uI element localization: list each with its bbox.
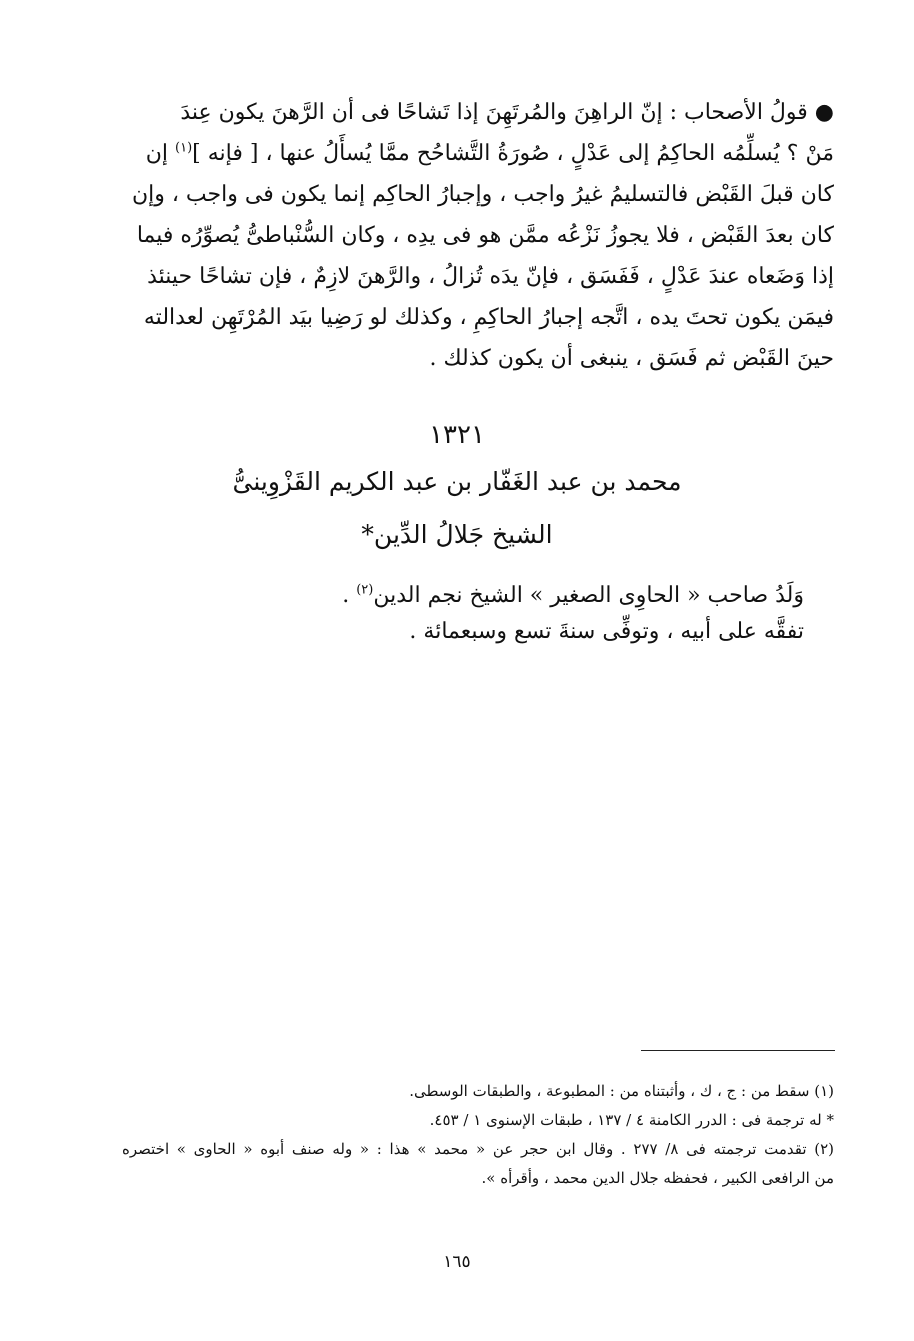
body-paragraph [122,92,834,379]
footnote-marker: (٢) [356,582,374,598]
footnote: (٢) تقدمت ترجمته فى ٨/ ٢٧٧ . وقال ابن حجر عن « محمد » هذا : « وله صنف أبوه « الحاوى » اختصره [122,1140,834,1158]
footnote: (١) سقط من : ج ، ك ، وأثبتناه من : المطبوعة ، والطبقات الوسطى. [409,1082,834,1100]
body-line: كان بعدَ القَبْض ، فلا يجوزُ نَزْعُه ممَّن هو فى يدِه ، وكان السُّنْباطىُّ يُصوِّرُه فيما [136,223,834,248]
entry-number: ١٣٢١ [429,420,485,450]
entry-title-mark: * [361,520,374,549]
bio-line-end: . [342,583,357,608]
body-line: حينَ القَبْض ثم فَسَق ، ينبغى أن يكون كذلك . [429,346,834,371]
footnote: من الرافعى الكبير ، فحفظه جلال الدين محمد ، وأقرأه ». [481,1169,834,1187]
body-line: فيمَن يكون تحتَ يده ، اتَّجه إجبارُ الحاكِمِ ، وكذلك لو رَضِيا بيَد المُرْتَهِن لعدالته [143,305,834,330]
body-line [122,133,834,174]
body-line-text: مَنْ ؟ يُسلِّمُه الحاكِمُ إلى عَدْلٍ ، صُورَةُ التَّشاحُح ممَّا يُسأَلُ عنها ، [ فإنه ] [192,141,834,166]
body-line-text: قولُ الأصحاب : إنّ الراهِنَ والمُرتَهِنَ إذا تَشاحًا فى أن الرَّهنَ يكون عِندَ [180,100,808,125]
bio-line-text: وَلَدُ صاحب « الحاوِى الصغير » الشيخ نجم الدين [373,583,804,608]
bio-line: تفقَّه على أبيه ، وتوفِّى سنةَ تسع وسبعمائة . [409,619,804,644]
entry-title-text: الشيخ جَلالُ الدِّين [373,520,553,549]
body-line: كان قبلَ القَبْض فالتسليمُ غيرُ واجب ، وإجبارُ الحاكِم إنما يكون فى واجب ، وإن [131,182,834,207]
footnotes [122,1077,834,1193]
bio-line [204,578,804,614]
footnote-divider [641,1050,835,1051]
body-line: إذا وَضَعاه عندَ عَدْلٍ ، فَفَسَق ، فإنّ يدَه تُزالُ ، والرَّهنَ لازِمٌ ، فإن تشاحًا حينئذ [147,264,834,289]
body-line [122,92,834,133]
biography [204,578,804,650]
bullet-icon: ● [814,99,834,125]
footnote-marker: (١) [175,140,193,156]
body-line-text: إن [145,141,169,166]
entry-name: محمد بن عبد الغَفّار بن عبد الكريم القَزْوِينىُّ [232,467,682,496]
entry-title [0,520,914,549]
page-number: ١٦٥ [443,1252,471,1272]
footnote: * له ترجمة فى : الدرر الكامنة ٤ / ١٣٧ ، طبقات الإسنوى ١ / ٤٥٣. [429,1111,834,1129]
